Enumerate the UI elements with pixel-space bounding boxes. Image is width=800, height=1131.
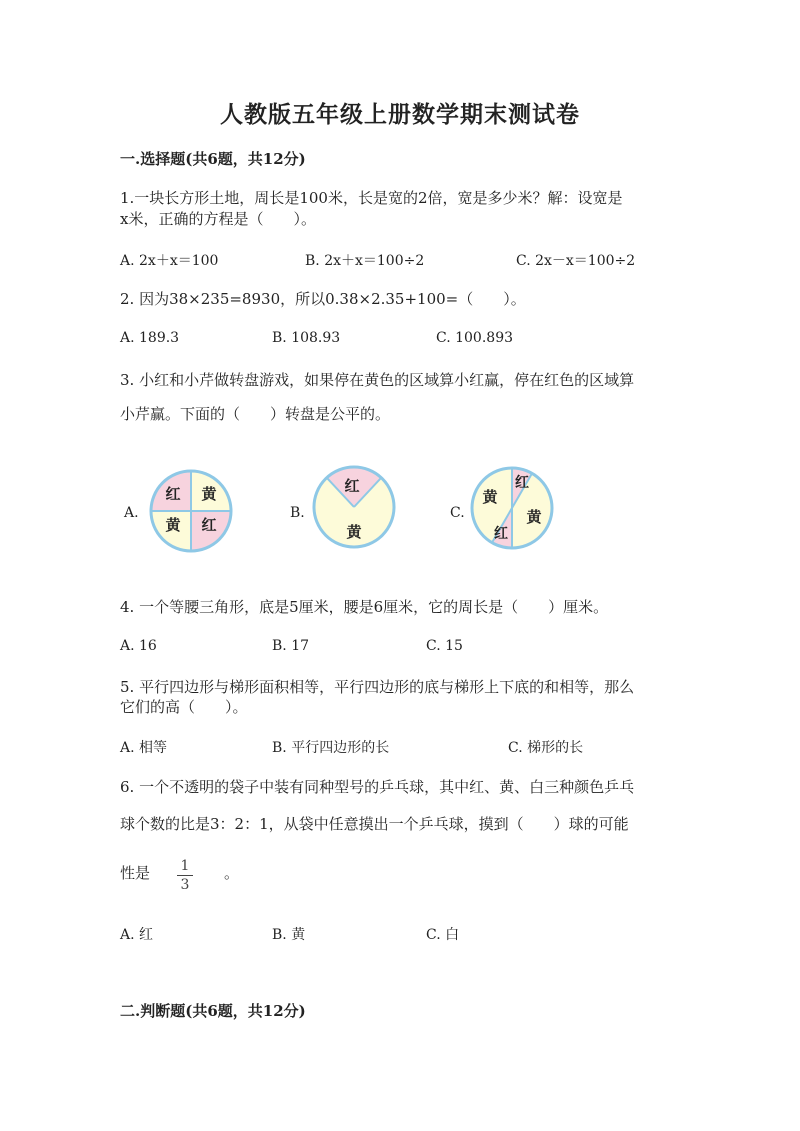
question-2-text: 2. 因为38×235=8930，所以0.38×2.35+100=（ ）。	[120, 290, 526, 308]
question-5-option-c: C. 梯形的长	[508, 740, 584, 756]
question-1-text-line1: 1.一块长方形土地，周长是100米，长是宽的2倍，宽是多少米？解：设宽是	[120, 189, 623, 207]
question-3-text-line1: 3. 小红和小芹做转盘游戏，如果停在黄色的区域算小红赢，停在红色的区域算	[120, 371, 635, 389]
question-6-option-c: C. 白	[426, 927, 460, 943]
question-2-option-b: B. 108.93	[272, 330, 341, 346]
question-4-option-b: B. 17	[272, 638, 310, 654]
spinner-a-word-red-2: 红	[201, 516, 217, 534]
question-4-option-c: C. 15	[426, 638, 463, 654]
question-6-option-a: A. 红	[120, 927, 154, 943]
question-5-option-b: B. 平行四边形的长	[272, 740, 390, 756]
spinner-c-word-red-2: 红	[494, 526, 508, 542]
fraction-bar	[177, 875, 193, 876]
spinner-a-word-yellow-2: 黄	[165, 516, 181, 534]
spinner-a-word-red-1: 红	[165, 485, 181, 503]
question-5-text-line2: 它们的高（ ）。	[120, 698, 248, 716]
probability-fraction	[174, 858, 196, 893]
fraction-denominator: 3	[180, 877, 190, 893]
spinner-b-diagram	[308, 461, 400, 553]
question-4-option-a: A. 16	[120, 638, 157, 654]
question-3-text-line2: 小芹赢。下面的（ ）转盘是公平的。	[120, 405, 391, 423]
spinner-b-label: B.	[290, 505, 305, 521]
question-5-text-line1: 5. 平行四边形与梯形面积相等，平行四边形的底与梯形上下底的和相等，那么	[120, 678, 635, 696]
spinner-c-word-yellow-1: 黄	[526, 508, 542, 526]
spinner-b-word-yellow: 黄	[346, 523, 362, 541]
spinner-a-label: A.	[124, 505, 139, 521]
question-2-option-a: A. 189.3	[120, 330, 180, 346]
spinner-c-word-red-1: 红	[515, 475, 529, 491]
spinner-b-word-red: 红	[344, 477, 360, 495]
spinner-c-word-yellow-2: 黄	[482, 488, 498, 506]
spinner-a-word-yellow-1: 黄	[201, 485, 217, 503]
question-1-option-b: B. 2x＋x＝100÷2	[305, 253, 425, 269]
question-6-text-line3-suffix: 。	[224, 864, 240, 882]
question-1-option-a: A. 2x＋x＝100	[120, 253, 219, 269]
question-6-text-line1: 6. 一个不透明的袋子中装有同种型号的乒乓球，其中红、黄、白三种颜色乒乓	[120, 778, 635, 796]
question-6-option-b: B. 黄	[272, 927, 306, 943]
question-5-option-a: A. 相等	[120, 740, 168, 756]
question-1-option-c: C. 2x－x＝100÷2	[516, 253, 636, 269]
section-heading-choice: 一.选择题(共6题，共12分)	[120, 150, 306, 168]
section-heading-judgement: 二.判断题(共6题，共12分)	[120, 1002, 306, 1020]
fraction-numerator: 1	[180, 858, 190, 874]
question-6-text-line2: 球个数的比是3：2：1，从袋中任意摸出一个乒乓球，摸到（ ）球的可能	[120, 815, 629, 833]
question-4-text: 4. 一个等腰三角形，底是5厘米，腰是6厘米，它的周长是（ ）厘米。	[120, 598, 609, 616]
question-6-text-line3-prefix: 性是	[120, 864, 151, 882]
question-2-option-c: C. 100.893	[436, 330, 514, 346]
spinner-c-label: C.	[450, 505, 465, 521]
spinner-c-diagram	[466, 462, 558, 554]
spinner-a-diagram	[146, 466, 236, 556]
question-1-text-line2: x米，正确的方程是（ ）。	[120, 210, 316, 228]
page-title: 人教版五年级上册数学期末测试卷	[220, 101, 580, 128]
